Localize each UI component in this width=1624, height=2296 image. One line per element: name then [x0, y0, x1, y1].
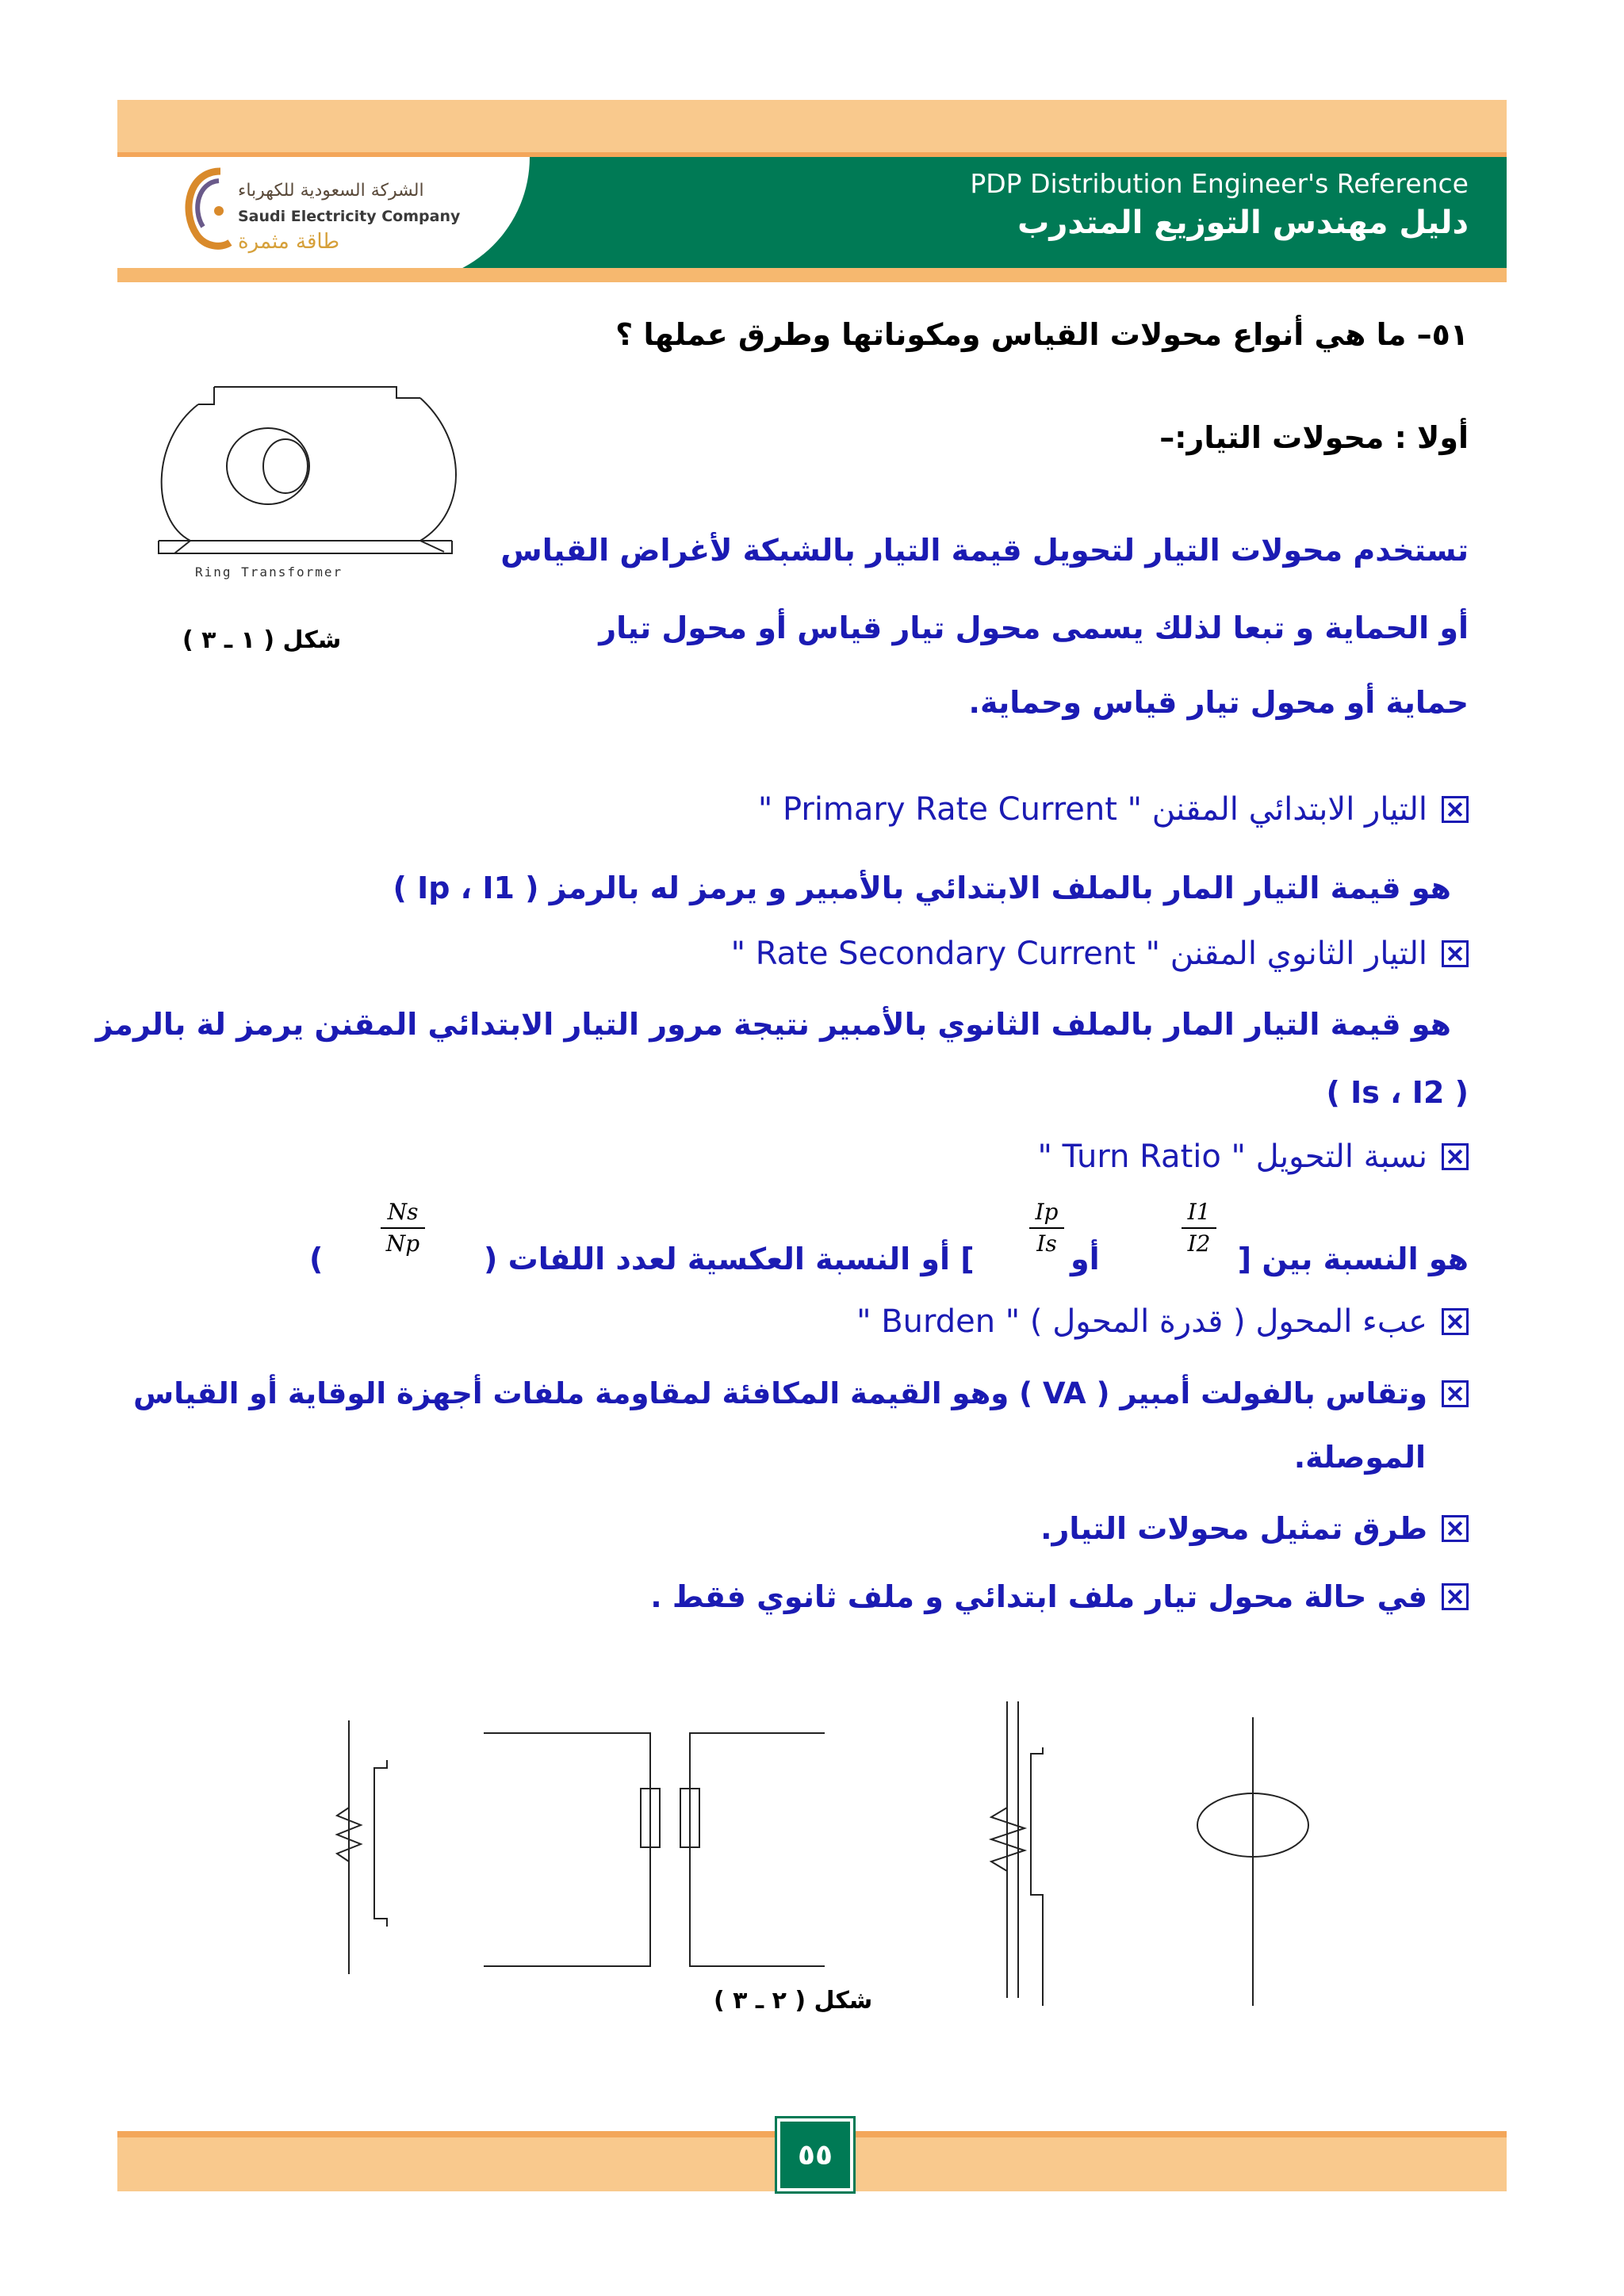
bullet-text: طرق تمثيل محولات التيار. — [1040, 1511, 1427, 1546]
checkbox-icon — [1442, 1583, 1469, 1610]
bullet-turn-ratio — [1038, 1138, 1469, 1175]
bullet-text: في حالة محول تيار ملف ابتدائي و ملف ثانوي فقط . — [650, 1579, 1427, 1614]
header-bottom-band — [117, 268, 1507, 282]
logo-english-name: Saudi Electricity Company — [238, 208, 461, 225]
ct-symbols-diagram — [317, 1689, 1316, 2022]
logo-tagline: طاقة مثمرة — [238, 230, 340, 254]
page-number: ٥٥ — [777, 2118, 853, 2191]
checkbox-icon — [1442, 1143, 1469, 1170]
bullet-text: التيار الابتدائي المقنن " Primary Rate Current " — [757, 791, 1427, 828]
section-title: أولا : محولات التيار:– — [1159, 420, 1469, 455]
turns-or: أو — [1071, 1242, 1100, 1276]
figure1-caption: شكل ( ١ ـ ٣ ) — [182, 626, 342, 654]
fraction-ns-np: Ns Np — [381, 1199, 425, 1257]
header-arabic-title: دليل مهندس التوزيع المتدرب — [1017, 205, 1469, 241]
volt-ampere-line-2: الموصلة. — [1293, 1440, 1426, 1475]
intro-line-1: تستخدم محولات التيار لتحويل قيمة التيار بالشبكة لأغراض القياس — [500, 533, 1469, 568]
intro-line-2: أو الحماية و تبعا لذلك يسمى محول تيار قياس أو محول تيار — [599, 610, 1469, 645]
logo-arabic-name: الشركة السعودية للكهرباء — [238, 181, 424, 201]
ring-transformer-figure — [151, 354, 460, 568]
secondary-description-1: هو قيمة التيار المار بالملف الثانوي بالأمبير نتيجة مرور التيار الابتدائي المقنن يرمز لة بالرمز — [95, 1007, 1451, 1042]
checkbox-icon — [1442, 1380, 1469, 1407]
fraction-i1-i2: I1 I2 — [1182, 1199, 1216, 1257]
turns-inverse: ] أو النسبة العكسية لعدد اللفات ( — [484, 1242, 975, 1276]
bullet-representation-methods — [1040, 1511, 1469, 1546]
header-english-title: PDP Distribution Engineer's Reference — [970, 168, 1469, 199]
turns-description: هو النسبة بين [ — [1237, 1242, 1469, 1276]
turns-end: ) — [309, 1242, 324, 1276]
bullet-text: التيار الثانوي المقنن " Rate Secondary Current " — [730, 936, 1427, 972]
bullet-primary-current — [758, 791, 1469, 828]
intro-line-3: حماية أو محول تيار قياس وحماية. — [968, 685, 1469, 720]
question-heading: ٥١– ما هي أنواع محولات القياس ومكوناتها وطرق عملها ؟ — [615, 317, 1469, 352]
bullet-text: نسبة التحويل " Turn Ratio " — [1037, 1138, 1427, 1175]
figure1-label: Ring Transformer — [195, 564, 343, 580]
bullet-volt-ampere — [133, 1376, 1469, 1410]
bullet-text: عبء المحول ( قدرة المحول ) " Burden " — [856, 1303, 1427, 1340]
fraction-ip-is: Ip Is — [1029, 1199, 1064, 1257]
checkbox-icon — [1442, 1515, 1469, 1542]
checkbox-icon — [1442, 1308, 1469, 1335]
checkbox-icon — [1442, 796, 1469, 823]
secondary-description-2: ( Is ، I2 ) — [1326, 1075, 1469, 1110]
sec-logo-icon — [173, 163, 236, 251]
figure2-caption: شكل ( ٢ ـ ٣ ) — [714, 1987, 873, 2015]
bullet-secondary-current — [731, 936, 1469, 972]
bullet-single-winding-case — [650, 1579, 1469, 1614]
bullet-text: وتقاس بالفولت أمبير ( VA ) وهو القيمة المكافئة لمقاومة ملفات أجهزة الوقاية أو القياس — [133, 1376, 1427, 1410]
header-top-band — [117, 100, 1507, 152]
primary-description: هو قيمة التيار المار بالملف الابتدائي بالأمبير و يرمز له بالرمز ( Ip ، I1 ) — [393, 871, 1451, 905]
bullet-burden — [856, 1303, 1469, 1340]
checkbox-icon — [1442, 940, 1469, 967]
